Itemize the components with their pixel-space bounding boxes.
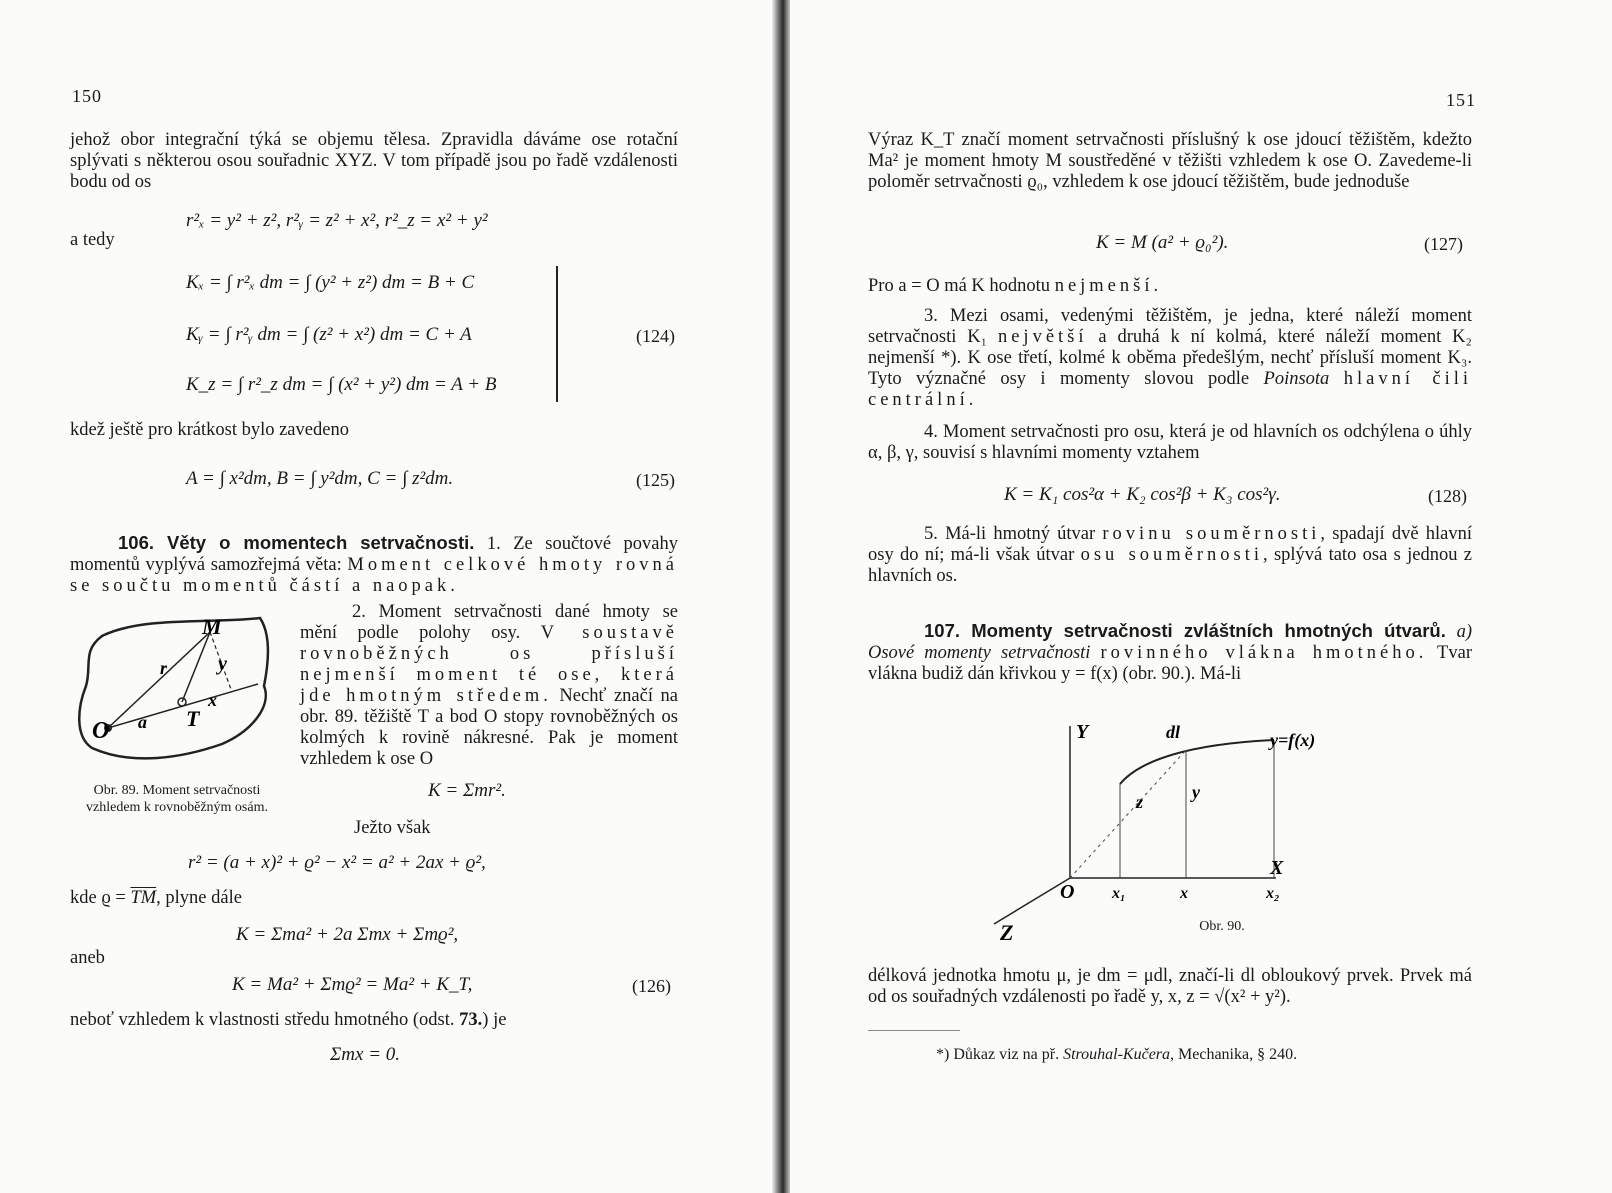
eq-kz: K_z = ∫ r²_z dm = ∫ (x² + y²) dm = A + B bbox=[186, 374, 497, 395]
paragraph-4: 4. Moment setrvačnosti pro osu, která je od hlavních os odchýlena o úhly α, β, γ, souvisí s hlavními momenty vztahem bbox=[868, 422, 1472, 463]
label-x1: x₁ bbox=[1112, 885, 1126, 902]
eq-number-127: (127) bbox=[1424, 234, 1463, 254]
theorem-text: Moment celkové hmoty rovná se součtu momentů částí a naopak. bbox=[70, 555, 678, 596]
section-107-title: 107. Momenty setrvačnosti zvláštních hmotných útvarů. bbox=[924, 620, 1446, 641]
jezto-text: Ježto však bbox=[354, 818, 431, 838]
eq-number-126: (126) bbox=[632, 976, 671, 996]
section-106-title: 106. Věty o momentech setrvačnosti. bbox=[118, 532, 475, 553]
eq-k-expanded: K = Σma² + 2a Σmx + Σmϱ², bbox=[236, 924, 459, 945]
eq-number-125: (125) bbox=[636, 470, 675, 490]
footnote: *) Důkaz viz na př. Strouhal-Kučera, Mechanika, § 240. bbox=[936, 1046, 1298, 1063]
intro-paragraph: Výraz K_T značí moment setrvačnosti příslušný k ose jdoucí těžištěm, kdežto Ma² je moment hmoty M soustředěné v těžišti vzhledem k ose O. Zavedeme-li poloměr setrvačnosti ϱ₀, vzhledem k ose jdoucí těžištěm, bude jednoduše bbox=[868, 130, 1472, 192]
paragraph-2: 2. Moment setrvačnosti dané hmoty se mění podle polohy osy. V soustavě rovnoběžných os přísluší nejmenší moment té ose, která jde hmotným středem. Nechť značí na obr. 89. těžiště T a bod O stopy rovnoběžných os kolmých k rovině nákresné. Pak je moment vzhledem k ose O bbox=[300, 602, 678, 769]
closing-paragraph: délková jednotka hmotu μ, je dm = μdl, značí-li dl obloukový prvek. Prvek má od os souřadných vzdálenosti po řadě y, x, z = √(x² + y²). bbox=[868, 966, 1472, 1007]
rho-line bbox=[182, 632, 210, 702]
eq-128: K = K₁ cos²α + K₂ cos²β + K₃ cos²γ. bbox=[1004, 484, 1281, 505]
label-x: x bbox=[1180, 885, 1188, 902]
right-page bbox=[790, 0, 1612, 1193]
book-gutter bbox=[772, 0, 792, 1193]
eq-k-sum: K = Σmr². bbox=[428, 780, 506, 801]
page-number: 150 bbox=[72, 86, 102, 106]
footnote-rule bbox=[868, 1030, 960, 1031]
eq-number-128: (128) bbox=[1428, 486, 1467, 506]
label-fx: y=f(x) bbox=[1270, 730, 1316, 750]
kdez-text: kdež ještě pro krátkost bylo zavedeno bbox=[70, 420, 349, 440]
page-number: 151 bbox=[1446, 90, 1476, 110]
poinsot-name: Poinsota bbox=[1263, 369, 1330, 389]
equation-brace bbox=[552, 266, 558, 402]
eq-radii: r²ₓ = y² + z², r²ᵧ = z² + x², r²_z = x² + y² bbox=[186, 210, 488, 231]
figure-90-caption: Obr. 90. bbox=[1199, 919, 1245, 934]
eq-sum-mx: Σmx = 0. bbox=[330, 1044, 401, 1065]
paragraph-5: 5. Má-li hmotný útvar rovinu souměrnosti, spadají dvě hlavní osy do ní; má-li však útvar osu souměrnosti, splývá tato osa s jednou z hlavních os. bbox=[868, 524, 1472, 586]
left-page bbox=[0, 0, 775, 1193]
eq-126: K = Ma² + Σmϱ² = Ma² + K_T, bbox=[232, 974, 473, 995]
intro-paragraph: jehož obor integrační týká se objemu tělesa. Zpravidla dáváme ose rotační splývati s některou osou souřadnic XYZ. V tom případě jsou po řadě vzdálenosti bodu od os bbox=[70, 130, 678, 192]
label-z: z bbox=[1136, 792, 1144, 812]
nebot-text: neboť vzhledem k vlastnosti středu hmotného (odst. 73.) je bbox=[70, 1010, 507, 1030]
eq-ky: Kᵧ = ∫ r²ᵧ dm = ∫ (z² + x²) dm = C + A bbox=[186, 324, 472, 345]
section-106: 106. Věty o momentech setrvačnosti. 1. Ze součtové povahy momentů vyplývá samozřejmá věta: Moment celkové hmoty rovná se součtu momentů částí a naopak. bbox=[70, 532, 678, 596]
eq-number-124: (124) bbox=[636, 326, 675, 346]
label-x: x bbox=[208, 690, 217, 710]
eq-kx: Kₓ = ∫ r²ₓ dm = ∫ (y² + z²) dm = B + C bbox=[186, 272, 475, 293]
label-x-axis: X bbox=[1270, 857, 1284, 879]
figure-89-caption: Obr. 89. Moment setrvačnosti vzhledem k rovnoběžným osám. bbox=[86, 783, 268, 815]
label-t: T bbox=[186, 706, 200, 731]
eq-125: A = ∫ x²dm, B = ∫ y²dm, C = ∫ z²dm. bbox=[186, 468, 454, 489]
figure-89 bbox=[72, 606, 278, 766]
label-y: y bbox=[218, 653, 227, 675]
minimum-text: Pro a = O má K hodnotu nejmenší. bbox=[868, 276, 1163, 296]
label-m: M bbox=[202, 614, 222, 639]
aneb-text: aneb bbox=[70, 948, 105, 968]
z-distance-line bbox=[1070, 750, 1186, 878]
z-axis bbox=[994, 878, 1070, 924]
label-y-axis: Y bbox=[1076, 721, 1089, 743]
eq-127: K = M (a² + ϱ₀²). bbox=[1096, 232, 1229, 253]
label-y: y bbox=[1192, 782, 1200, 802]
label-o: O bbox=[1060, 881, 1075, 903]
label-o: O bbox=[92, 718, 110, 744]
eq-r-squared: r² = (a + x)² + ϱ² − x² = a² + 2ax + ϱ², bbox=[188, 852, 486, 873]
parallel-axes-theorem: V soustavě rovnoběžných os přísluší nejmenší moment té ose, která jde hmotným středem. bbox=[300, 623, 678, 706]
label-dl: dl bbox=[1166, 722, 1181, 742]
label-z-axis: Z bbox=[1000, 920, 1014, 945]
section-107: 107. Momenty setrvačnosti zvláštních hmotných útvarů. a) Osové momenty setrvačnosti rovinného vlákna hmotného. Tvar vlákna budiž dán křivkou y = f(x) (obr. 90.). Má-li bbox=[868, 620, 1472, 684]
a-tedy-label: a tedy bbox=[70, 230, 115, 250]
kde-rho-text: kde $ϱ = \overline{TM}$, plyne dále bbox=[70, 888, 242, 908]
curve-fx bbox=[1120, 740, 1274, 784]
label-r: r bbox=[160, 658, 168, 678]
label-a: a bbox=[138, 712, 147, 732]
figure-90 bbox=[980, 710, 1360, 946]
paragraph-3: 3. Mezi osami, vedenými těžištěm, je jedna, které náleží moment setrvačnosti K₁ největší a druhá k ní kolmá, které náleží moment K₂ nejmenší *). K ose třetí, kolmé k oběma předešlým, nechť přísluší moment K₃. Tyto význačné osy i momenty slovou podle Poinsota hlavní čili centrální. bbox=[868, 306, 1473, 410]
label-x2: x₂ bbox=[1266, 885, 1280, 902]
